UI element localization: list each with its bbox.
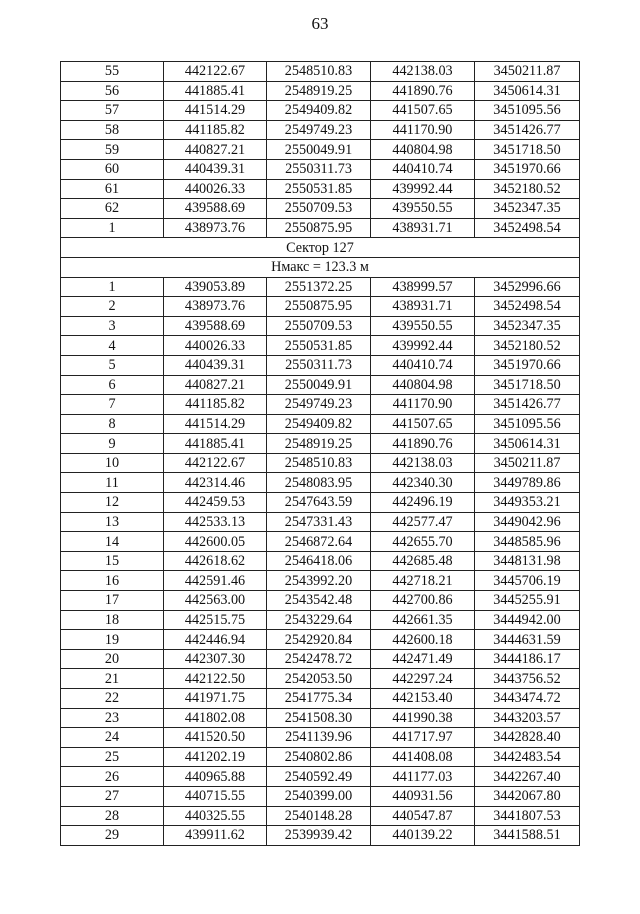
- table-row: [61, 826, 580, 846]
- point-number-cell: 56: [61, 81, 164, 101]
- y2-cell: 3451095.56: [475, 414, 580, 434]
- point-number-cell: 61: [61, 179, 164, 199]
- point-number-cell: 12: [61, 493, 164, 513]
- x1-cell: 441885.41: [164, 434, 267, 454]
- x1-cell: 439911.62: [164, 826, 267, 846]
- point-number-cell: 7: [61, 395, 164, 415]
- y2-cell: 3452180.52: [475, 179, 580, 199]
- y2-cell: 3450211.87: [475, 453, 580, 473]
- y2-cell: 3442267.40: [475, 767, 580, 787]
- x2-cell: 442138.03: [371, 453, 475, 473]
- point-number-cell: 13: [61, 512, 164, 532]
- x1-cell: 442533.13: [164, 512, 267, 532]
- x1-cell: 440026.33: [164, 336, 267, 356]
- x1-cell: 442563.00: [164, 591, 267, 611]
- point-number-cell: 6: [61, 375, 164, 395]
- x2-cell: 442471.49: [371, 649, 475, 669]
- y1-cell: 2539939.42: [267, 826, 371, 846]
- table-row: [61, 767, 580, 787]
- x1-cell: 440715.55: [164, 786, 267, 806]
- y2-cell: 3443756.52: [475, 669, 580, 689]
- x2-cell: 440547.87: [371, 806, 475, 826]
- y1-cell: 2548919.25: [267, 81, 371, 101]
- coordinates-table: [60, 61, 580, 846]
- y1-cell: 2540399.00: [267, 786, 371, 806]
- x2-cell: 441507.65: [371, 414, 475, 434]
- y2-cell: 3443203.57: [475, 708, 580, 728]
- table-row: [61, 179, 580, 199]
- y2-cell: 3441807.53: [475, 806, 580, 826]
- x2-cell: 439992.44: [371, 179, 475, 199]
- y1-cell: 2546872.64: [267, 532, 371, 552]
- x2-cell: 440410.74: [371, 355, 475, 375]
- y2-cell: 3450211.87: [475, 62, 580, 82]
- x2-cell: 442138.03: [371, 62, 475, 82]
- point-number-cell: 22: [61, 689, 164, 709]
- page-number: 63: [311, 14, 329, 33]
- x2-cell: 440931.56: [371, 786, 475, 806]
- point-number-cell: 8: [61, 414, 164, 434]
- x1-cell: 440965.88: [164, 767, 267, 787]
- x2-cell: 441408.08: [371, 747, 475, 767]
- table-row: [61, 473, 580, 493]
- y2-cell: 3451426.77: [475, 395, 580, 415]
- x2-cell: 440139.22: [371, 826, 475, 846]
- x1-cell: 441802.08: [164, 708, 267, 728]
- x2-cell: 442340.30: [371, 473, 475, 493]
- table-row: [61, 728, 580, 748]
- y1-cell: 2550311.73: [267, 159, 371, 179]
- table-row: [61, 630, 580, 650]
- x2-cell: 440804.98: [371, 375, 475, 395]
- point-number-cell: 15: [61, 551, 164, 571]
- table-row: [61, 493, 580, 513]
- y1-cell: 2540148.28: [267, 806, 371, 826]
- x1-cell: 442600.05: [164, 532, 267, 552]
- table-row: [61, 159, 580, 179]
- y2-cell: 3451718.50: [475, 140, 580, 160]
- y2-cell: 3451970.66: [475, 355, 580, 375]
- y2-cell: 3451426.77: [475, 120, 580, 140]
- y1-cell: 2541139.96: [267, 728, 371, 748]
- y1-cell: 2550311.73: [267, 355, 371, 375]
- point-number-cell: 57: [61, 101, 164, 121]
- y2-cell: 3445706.19: [475, 571, 580, 591]
- point-number-cell: 24: [61, 728, 164, 748]
- y2-cell: 3441588.51: [475, 826, 580, 846]
- y2-cell: 3452180.52: [475, 336, 580, 356]
- table-row: [61, 453, 580, 473]
- x1-cell: 441885.41: [164, 81, 267, 101]
- x2-cell: 441507.65: [371, 101, 475, 121]
- x2-cell: 438931.71: [371, 297, 475, 317]
- point-number-cell: 17: [61, 591, 164, 611]
- point-number-cell: 10: [61, 453, 164, 473]
- x2-cell: 442297.24: [371, 669, 475, 689]
- y1-cell: 2548919.25: [267, 434, 371, 454]
- x2-cell: 441177.03: [371, 767, 475, 787]
- table-row: [61, 512, 580, 532]
- x1-cell: 440827.21: [164, 375, 267, 395]
- y2-cell: 3452498.54: [475, 218, 580, 238]
- table-row: [61, 414, 580, 434]
- table-row: [61, 297, 580, 317]
- x1-cell: 442446.94: [164, 630, 267, 650]
- y2-cell: 3450614.31: [475, 81, 580, 101]
- y1-cell: 2546418.06: [267, 551, 371, 571]
- y2-cell: 3448131.98: [475, 551, 580, 571]
- table-body-before: [61, 62, 580, 238]
- x2-cell: 442661.35: [371, 610, 475, 630]
- x1-cell: 440026.33: [164, 179, 267, 199]
- point-number-cell: 27: [61, 786, 164, 806]
- y1-cell: 2548510.83: [267, 453, 371, 473]
- x2-cell: 442153.40: [371, 689, 475, 709]
- table-row: [61, 806, 580, 826]
- point-number-cell: 19: [61, 630, 164, 650]
- y2-cell: 3442067.80: [475, 786, 580, 806]
- point-number-cell: 25: [61, 747, 164, 767]
- x1-cell: 442459.53: [164, 493, 267, 513]
- y1-cell: 2550531.85: [267, 179, 371, 199]
- point-number-cell: 60: [61, 159, 164, 179]
- point-number-cell: 55: [61, 62, 164, 82]
- table-row: [61, 199, 580, 219]
- y2-cell: 3449042.96: [475, 512, 580, 532]
- x1-cell: 442314.46: [164, 473, 267, 493]
- y1-cell: 2543992.20: [267, 571, 371, 591]
- x2-cell: 442685.48: [371, 551, 475, 571]
- table-row: [61, 434, 580, 454]
- x2-cell: 439992.44: [371, 336, 475, 356]
- y1-cell: 2549409.82: [267, 414, 371, 434]
- y1-cell: 2551372.25: [267, 277, 371, 297]
- table-row: [61, 786, 580, 806]
- y1-cell: 2550049.91: [267, 375, 371, 395]
- sector-header: [61, 238, 580, 277]
- point-number-cell: 21: [61, 669, 164, 689]
- x2-cell: 441890.76: [371, 434, 475, 454]
- point-number-cell: 3: [61, 316, 164, 336]
- y1-cell: 2543542.48: [267, 591, 371, 611]
- x1-cell: 442307.30: [164, 649, 267, 669]
- table-row: [61, 571, 580, 591]
- x1-cell: 441520.50: [164, 728, 267, 748]
- sector-label: Сектор 127: [61, 238, 580, 258]
- point-number-cell: 1: [61, 218, 164, 238]
- y1-cell: 2540802.86: [267, 747, 371, 767]
- x1-cell: 440325.55: [164, 806, 267, 826]
- x2-cell: 441990.38: [371, 708, 475, 728]
- y2-cell: 3451970.66: [475, 159, 580, 179]
- point-number-cell: 5: [61, 355, 164, 375]
- x2-cell: 442718.21: [371, 571, 475, 591]
- x1-cell: 442122.67: [164, 453, 267, 473]
- point-number-cell: 2: [61, 297, 164, 317]
- table-row: [61, 101, 580, 121]
- table-row: [61, 218, 580, 238]
- y2-cell: 3451718.50: [475, 375, 580, 395]
- table-row: [61, 336, 580, 356]
- y2-cell: 3451095.56: [475, 101, 580, 121]
- x1-cell: 439588.69: [164, 199, 267, 219]
- point-number-cell: 1: [61, 277, 164, 297]
- table-row: [61, 277, 580, 297]
- table-row: [61, 62, 580, 82]
- y1-cell: 2547331.43: [267, 512, 371, 532]
- x2-cell: 441717.97: [371, 728, 475, 748]
- x1-cell: 442591.46: [164, 571, 267, 591]
- table-row: [61, 375, 580, 395]
- table-row: [61, 120, 580, 140]
- point-number-cell: 18: [61, 610, 164, 630]
- table-row: [61, 649, 580, 669]
- x1-cell: 441202.19: [164, 747, 267, 767]
- y1-cell: 2541775.34: [267, 689, 371, 709]
- point-number-cell: 58: [61, 120, 164, 140]
- x1-cell: 440827.21: [164, 140, 267, 160]
- table-row: [61, 747, 580, 767]
- y1-cell: 2550875.95: [267, 297, 371, 317]
- point-number-cell: 11: [61, 473, 164, 493]
- y1-cell: 2550709.53: [267, 199, 371, 219]
- point-number-cell: 28: [61, 806, 164, 826]
- y1-cell: 2540592.49: [267, 767, 371, 787]
- x1-cell: 441971.75: [164, 689, 267, 709]
- y2-cell: 3442483.54: [475, 747, 580, 767]
- x1-cell: 441185.82: [164, 120, 267, 140]
- y2-cell: 3452996.66: [475, 277, 580, 297]
- point-number-cell: 62: [61, 199, 164, 219]
- sector-row: [61, 238, 580, 258]
- table-row: [61, 591, 580, 611]
- table-row: [61, 81, 580, 101]
- y1-cell: 2550709.53: [267, 316, 371, 336]
- x2-cell: 442577.47: [371, 512, 475, 532]
- x2-cell: 440804.98: [371, 140, 475, 160]
- table-row: [61, 689, 580, 709]
- x1-cell: 442122.67: [164, 62, 267, 82]
- x2-cell: 440410.74: [371, 159, 475, 179]
- y1-cell: 2548083.95: [267, 473, 371, 493]
- y1-cell: 2542478.72: [267, 649, 371, 669]
- table-row: [61, 395, 580, 415]
- y1-cell: 2549749.23: [267, 395, 371, 415]
- y2-cell: 3452347.35: [475, 316, 580, 336]
- y1-cell: 2550531.85: [267, 336, 371, 356]
- table-row: [61, 708, 580, 728]
- x2-cell: 438931.71: [371, 218, 475, 238]
- y2-cell: 3452347.35: [475, 199, 580, 219]
- table-row: [61, 610, 580, 630]
- table-body-after: [61, 277, 580, 845]
- y2-cell: 3443474.72: [475, 689, 580, 709]
- x1-cell: 441514.29: [164, 101, 267, 121]
- y2-cell: 3449353.21: [475, 493, 580, 513]
- point-number-cell: 59: [61, 140, 164, 160]
- table-row: [61, 532, 580, 552]
- x2-cell: 442700.86: [371, 591, 475, 611]
- x2-cell: 442655.70: [371, 532, 475, 552]
- y2-cell: 3444186.17: [475, 649, 580, 669]
- x2-cell: 441170.90: [371, 395, 475, 415]
- x1-cell: 442618.62: [164, 551, 267, 571]
- x1-cell: 439053.89: [164, 277, 267, 297]
- y1-cell: 2550875.95: [267, 218, 371, 238]
- y2-cell: 3448585.96: [475, 532, 580, 552]
- x2-cell: 439550.55: [371, 199, 475, 219]
- x2-cell: 439550.55: [371, 316, 475, 336]
- x1-cell: 441514.29: [164, 414, 267, 434]
- x1-cell: 441185.82: [164, 395, 267, 415]
- y2-cell: 3452498.54: [475, 297, 580, 317]
- y1-cell: 2541508.30: [267, 708, 371, 728]
- x1-cell: 438973.76: [164, 218, 267, 238]
- table-row: [61, 316, 580, 336]
- point-number-cell: 16: [61, 571, 164, 591]
- x1-cell: 440439.31: [164, 355, 267, 375]
- y2-cell: 3444942.00: [475, 610, 580, 630]
- x2-cell: 438999.57: [371, 277, 475, 297]
- y1-cell: 2548510.83: [267, 62, 371, 82]
- y2-cell: 3449789.86: [475, 473, 580, 493]
- y1-cell: 2549409.82: [267, 101, 371, 121]
- x2-cell: 442496.19: [371, 493, 475, 513]
- hmax-row: [61, 257, 580, 277]
- point-number-cell: 20: [61, 649, 164, 669]
- x2-cell: 441170.90: [371, 120, 475, 140]
- point-number-cell: 26: [61, 767, 164, 787]
- y1-cell: 2543229.64: [267, 610, 371, 630]
- y2-cell: 3445255.91: [475, 591, 580, 611]
- y2-cell: 3442828.40: [475, 728, 580, 748]
- y2-cell: 3450614.31: [475, 434, 580, 454]
- table-row: [61, 551, 580, 571]
- x2-cell: 442600.18: [371, 630, 475, 650]
- x1-cell: 439588.69: [164, 316, 267, 336]
- table-row: [61, 669, 580, 689]
- y1-cell: 2547643.59: [267, 493, 371, 513]
- point-number-cell: 4: [61, 336, 164, 356]
- point-number-cell: 23: [61, 708, 164, 728]
- point-number-cell: 29: [61, 826, 164, 846]
- table-row: [61, 355, 580, 375]
- x1-cell: 442122.50: [164, 669, 267, 689]
- x2-cell: 441890.76: [371, 81, 475, 101]
- y1-cell: 2542920.84: [267, 630, 371, 650]
- x1-cell: 442515.75: [164, 610, 267, 630]
- y1-cell: 2542053.50: [267, 669, 371, 689]
- x1-cell: 440439.31: [164, 159, 267, 179]
- hmax-label: Нмакс = 123.3 м: [61, 257, 580, 277]
- y2-cell: 3444631.59: [475, 630, 580, 650]
- y1-cell: 2550049.91: [267, 140, 371, 160]
- table-row: [61, 140, 580, 160]
- point-number-cell: 9: [61, 434, 164, 454]
- point-number-cell: 14: [61, 532, 164, 552]
- y1-cell: 2549749.23: [267, 120, 371, 140]
- x1-cell: 438973.76: [164, 297, 267, 317]
